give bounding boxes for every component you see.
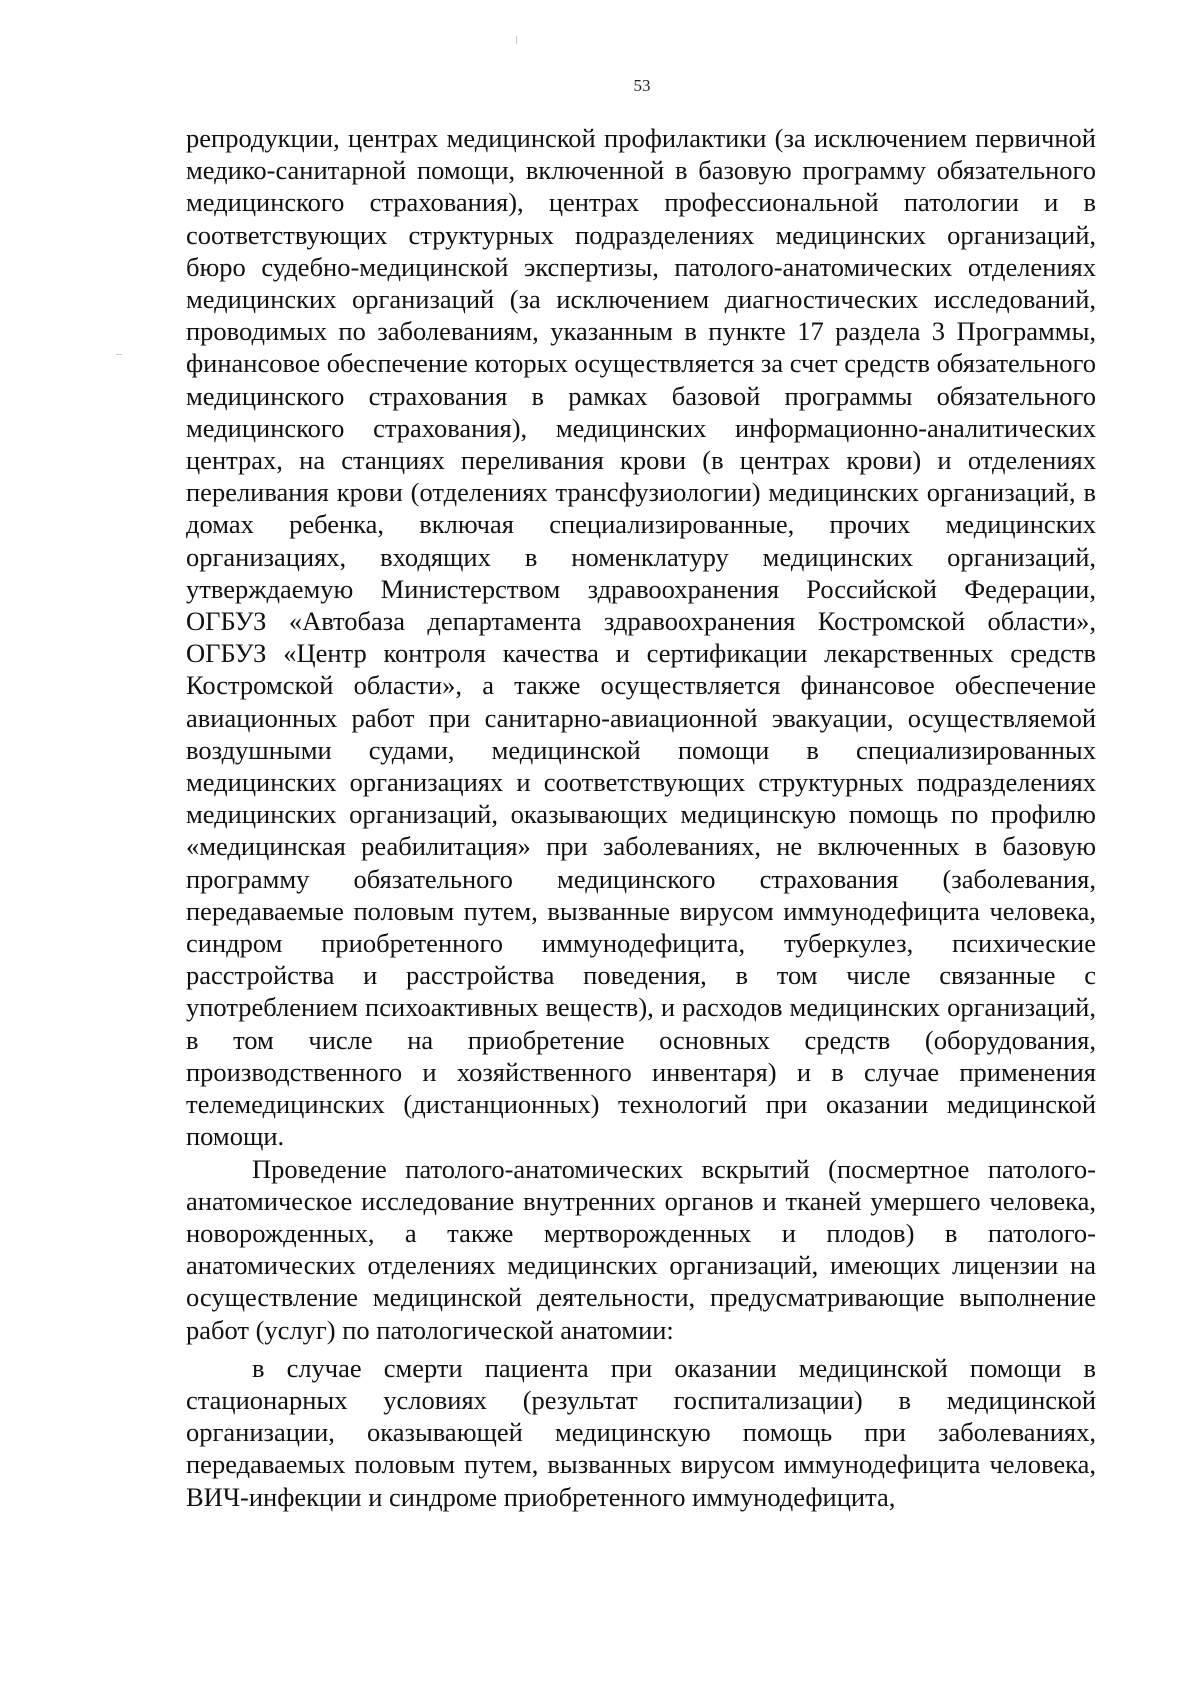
scan-artifact — [116, 354, 122, 355]
document-body — [186, 122, 1096, 1513]
page-number: 53 — [633, 76, 651, 95]
paragraph-autopsy: Проведение патолого-анатомических вскрытий (посмертное патолого-анатомическое исследование внутренних органов и тканей умершего человека, новорожденных, а также мертворожденных и плодов) в патолого-анатомических отделениях медицинских организаций, имеющих лицензии на осуществление медицинской деятельности, предусматривающие выполнение работ (услуг) по патологической анатомии: — [186, 1153, 1096, 1345]
scan-artifact — [516, 36, 517, 44]
paragraph-case: в случае смерти пациента при оказании медицинской помощи в стационарных условиях (результат госпитализации) в медицинской организации, оказывающей медицинскую помощь при заболеваниях, передаваемых половым путем, вызванных вирусом иммунодефицита человека, ВИЧ-инфекции и синдроме приобретенного иммунодефицита, — [186, 1352, 1096, 1512]
paragraph-continued: репродукции, центрах медицинской профилактики (за исключением первичной медико-санитарной помощи, включенной в базовую программу обязательного медицинского страхования), центрах профессиональной патологии и в соответствующих структурных подразделениях медицинских организаций, бюро судебно-медицинской экспертизы, патолого-анатомических отделениях медицинских организаций (за исключением диагностических исследований, проводимых по заболеваниям, указанным в пункте 17 раздела 3 Программы, финансовое обеспечение которых осуществляется за счет средств обязательного медицинского страхования в рамках базовой программы обязательного медицинского страхования), медицинских информационно-аналитических центрах, на станциях переливания крови (в центрах крови) и отделениях переливания крови (отделениях трансфузиологии) медицинских организаций, в домах ребенка, включая специализированные, прочих медицинских организациях, входящих в номенклатуру медицинских организаций, утверждаемую Министерством здравоохранения Российской Федерации, ОГБУЗ «Автобаза департамента здравоохранения Костромской области», ОГБУЗ «Центр контроля качества и сертификации лекарственных средств Костромской области», а также осуществляется финансовое обеспечение авиационных работ при санитарно-авиационной эвакуации, осуществляемой воздушными судами, медицинской помощи в специализированных медицинских организациях и соответствующих структурных подразделениях медицинских организаций, оказывающих медицинскую помощь по профилю «медицинская реабилитация» при заболеваниях, не включенных в базовую программу обязательного медицинского страхования (заболевания, передаваемые половым путем, вызванные вирусом иммунодефицита человека, синдром приобретенного иммунодефицита, туберкулез, психические расстройства и расстройства поведения, в том числе связанные с употреблением психоактивных веществ), и расходов медицинских организаций, в том числе на приобретение основных средств (оборудования, производственного и хозяйственного инвентаря) и в случае применения телемедицинских (дистанционных) технологий при оказании медицинской помощи. — [186, 123, 1096, 1152]
